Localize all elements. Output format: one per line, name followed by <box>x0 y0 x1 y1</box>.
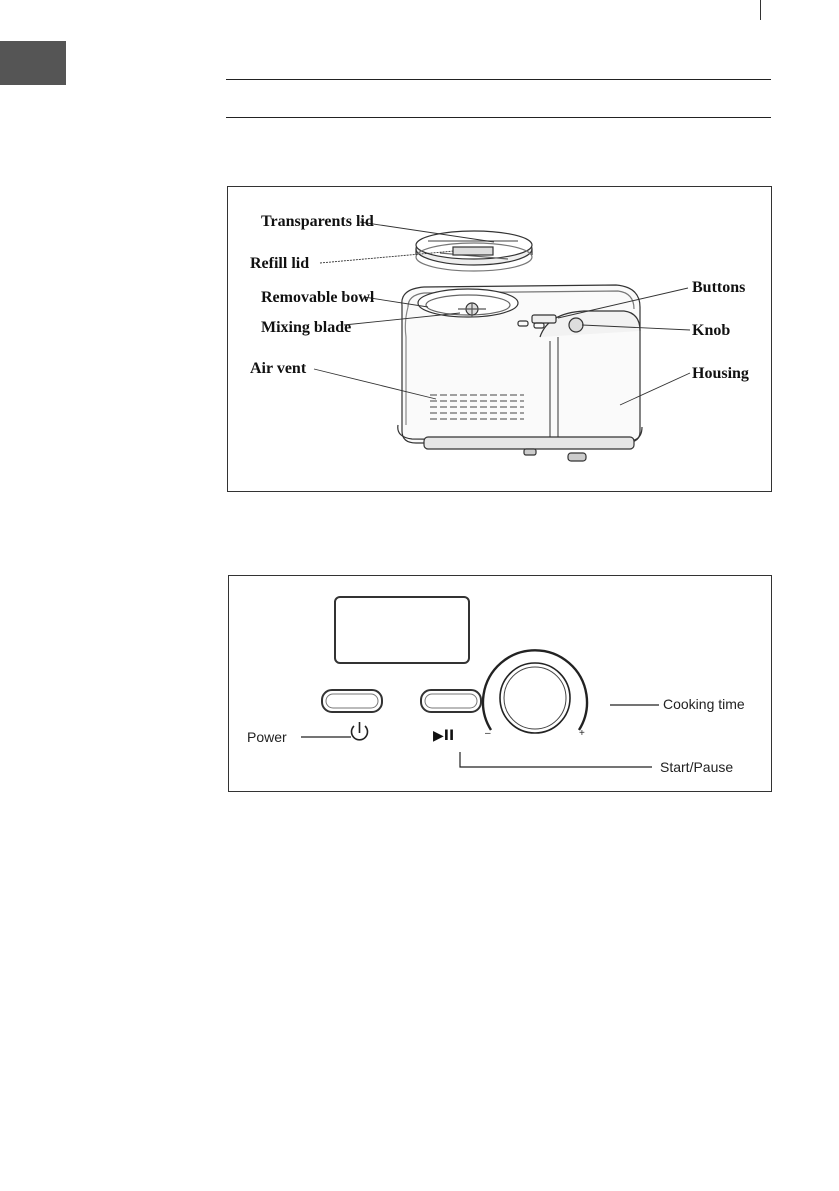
label-knob: Knob <box>692 322 731 339</box>
label-housing: Housing <box>692 365 749 382</box>
transparent-lid-drawing <box>416 231 532 271</box>
label-cooking-time: Cooking time <box>663 696 745 712</box>
appliance-diagram <box>228 187 771 491</box>
label-buttons: Buttons <box>692 279 746 296</box>
label-air-vent: Air vent <box>250 360 307 377</box>
page-tab-marker <box>0 41 66 85</box>
power-button[interactable] <box>322 690 382 712</box>
display-screen <box>335 597 469 663</box>
knob-minus-mark: – <box>485 728 491 739</box>
crop-mark <box>760 0 761 20</box>
control-panel-diagram <box>229 576 771 791</box>
control-panel-diagram-frame <box>228 575 772 792</box>
control-leader-lines <box>301 705 659 767</box>
play-pause-icon: ▶II <box>433 728 455 744</box>
header-rule-top <box>226 79 771 80</box>
label-refill-lid: Refill lid <box>250 255 310 272</box>
appliance-diagram-frame <box>227 186 772 492</box>
start-pause-button[interactable] <box>421 690 481 712</box>
label-power: Power <box>247 729 287 745</box>
power-icon <box>352 722 368 740</box>
label-transparent-lid: Transparents lid <box>261 213 374 230</box>
header-rule-bottom <box>226 117 771 118</box>
label-mixing-blade: Mixing blade <box>261 319 352 336</box>
housing-drawing <box>398 285 642 461</box>
knob-plus-mark: + <box>579 728 585 739</box>
cooking-time-knob[interactable] <box>483 650 587 733</box>
label-removable-bowl: Removable bowl <box>261 289 375 306</box>
label-start-pause: Start/Pause <box>660 759 734 775</box>
